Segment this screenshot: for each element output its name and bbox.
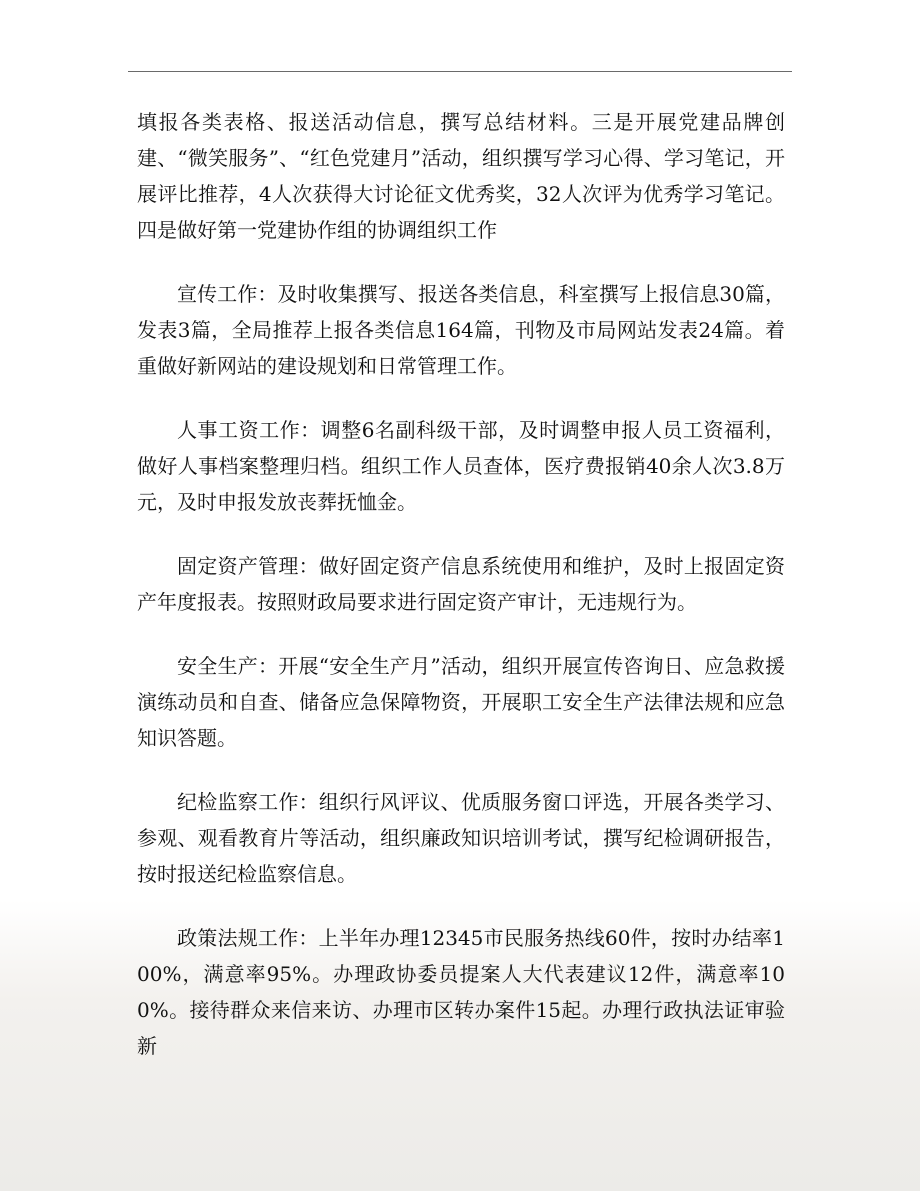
paragraph-fixed-assets: 固定资产管理：做好固定资产信息系统使用和维护，及时上报固定资产年度报表。按照财政局要求进行固定资产审计，无违规行为。 xyxy=(137,554,785,614)
paragraph-safety-production: 安全生产：开展“安全生产月”活动，组织开展宣传咨询日、应急救援演练动员和自查、储备应急保障物资，开展职工安全生产法律法规和应急知识答题。 xyxy=(137,654,785,750)
paragraph-publicity: 宣传工作：及时收集撰写、报送各类信息，科室撰写上报信息30篇，发表3篇，全局推荐上报各类信息164篇，刊物及市局网站发表24篇。着重做好新网站的建设规划和日常管理工作。 xyxy=(137,282,785,378)
document-body xyxy=(137,104,785,1092)
header-rule xyxy=(128,71,792,72)
paragraph-personnel-payroll: 人事工资工作：调整6名副科级干部，及时调整申报人员工资福利，做好人事档案整理归档。组织工作人员查体，医疗费报销40余人次3.8万元，及时申报发放丧葬抚恤金。 xyxy=(137,418,785,514)
paragraph-discipline-inspection: 纪检监察工作：组织行风评议、优质服务窗口评选，开展各类学习、参观、观看教育片等活动，组织廉政知识培训考试，撰写纪检调研报告，按时报送纪检监察信息。 xyxy=(137,790,785,886)
paragraph-policy-regulation: 政策法规工作：上半年办理12345市民服务热线60件，按时办结率100%，满意率95%。办理政协委员提案人大代表建议12件，满意率100%。接待群众来信来访、办理市区转办案件15起。办理行政执法证审验新 xyxy=(137,926,785,1058)
paragraph-party-building: 填报各类表格、报送活动信息，撰写总结材料。三是开展党建品牌创建、“微笑服务”、“红色党建月”活动，组织撰写学习心得、学习笔记，开展评比推荐，4人次获得大讨论征文优秀奖，32人次评为优秀学习笔记。四是做好第一党建协作组的协调组织工作 xyxy=(137,110,785,242)
